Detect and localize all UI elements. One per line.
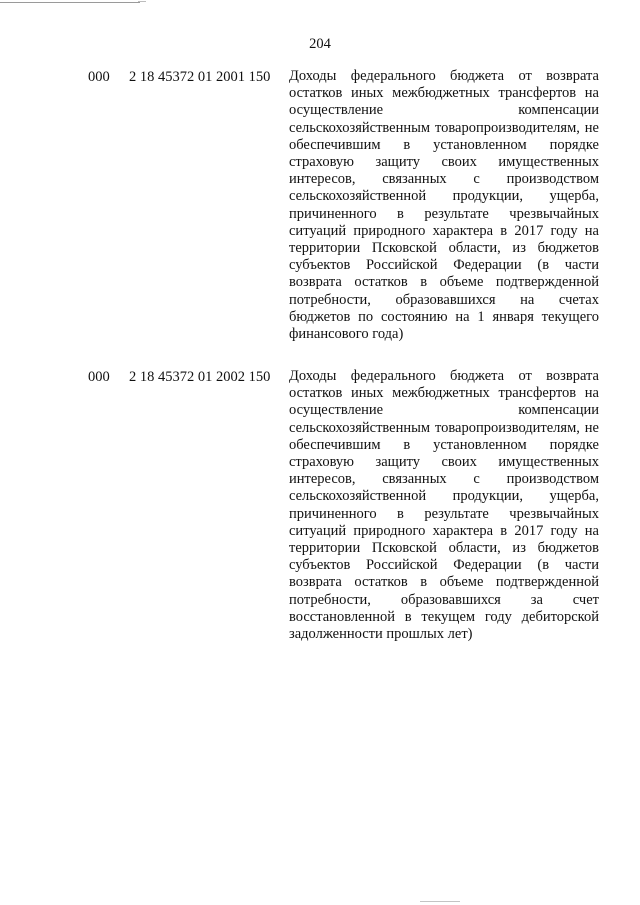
revenue-description: Доходы федерального бюджета от возврата остатков иных межбюджетных трансфертов на осуществление компенсации сельскохозяйственным товаропроизводителям, не обеспечившим в установленном порядке страховую защиту своих имущественных интересов, связанных с производством сельскохозяйственной продукции, ущерба, причиненного в результате чрезвычайных ситуаций природного характера в 2017 году на территории Псковской области, из бюджетов субъектов Российской Федерации (в части возврата остатков в объеме подтвержденной потребности, образовавшихся на счетах бюджетов по состоянию на 1 января текущего финансового года) bbox=[289, 68, 599, 343]
scan-edge-mark bbox=[138, 1, 146, 2]
budget-classification-code: 2 18 45372 01 2001 150 bbox=[129, 69, 271, 85]
scan-edge-mark bbox=[0, 2, 140, 3]
revenue-description: Доходы федерального бюджета от возврата остатков иных межбюджетных трансфертов на осуществление компенсации сельскохозяйственным товаропроизводителям, не обеспечившим в установленном порядке страховую защиту своих имущественных интересов, связанных с производством сельскохозяйственной продукции, ущерба, причиненного в результате чрезвычайных ситуаций природного характера в 2017 году на территории Псковской области, из бюджетов субъектов Российской Федерации (в части возврата остатков в объеме подтвержденной потребности, образовавшихся за счет восстановленной в текущем году дебиторской задолженности прошлых лет) bbox=[289, 368, 599, 643]
administrator-code: 000 bbox=[88, 69, 110, 85]
scan-edge-mark bbox=[420, 901, 460, 902]
page-number: 204 bbox=[309, 36, 331, 52]
budget-classification-code: 2 18 45372 01 2002 150 bbox=[129, 369, 271, 385]
administrator-code: 000 bbox=[88, 369, 110, 385]
